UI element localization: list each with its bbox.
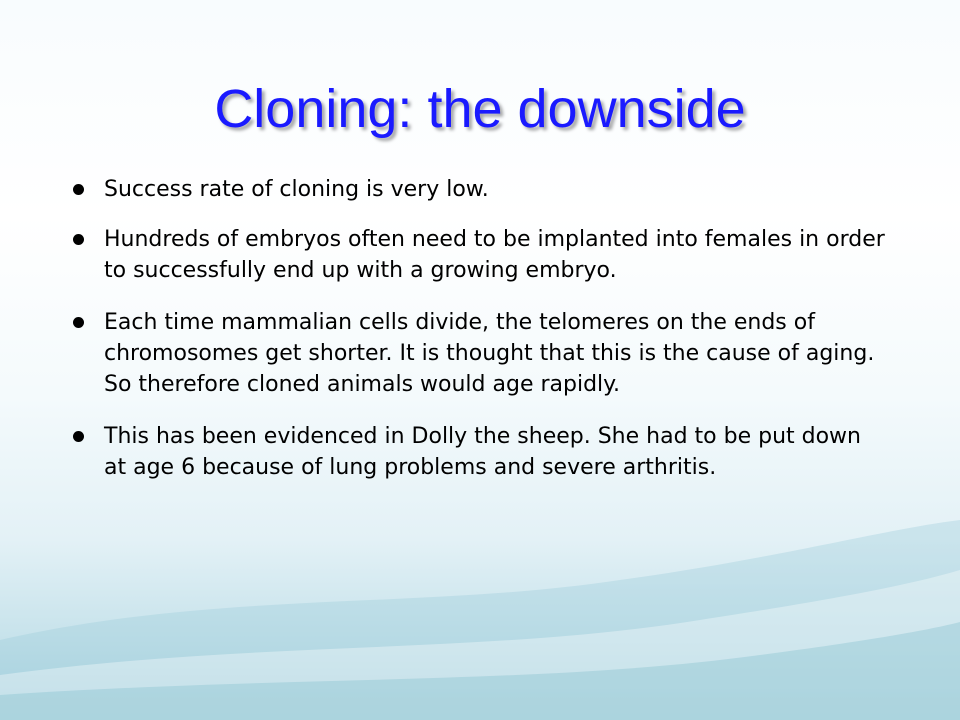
bullet-icon — [73, 234, 84, 245]
bullet-text: Success rate of cloning is very low. — [104, 177, 489, 202]
bullet-item — [70, 174, 890, 205]
slide-title: Cloning: the downside — [214, 79, 746, 139]
bullet-text: Each time mammalian cells divide, the telomeres on the ends of chromosomes get shorter. It is thought that this is the cause of aging. So therefore cloned animals would age rapidly. — [104, 310, 875, 397]
bullet-icon — [73, 184, 84, 195]
background-wave — [0, 490, 960, 720]
bullet-list — [70, 174, 890, 483]
bullet-item — [70, 421, 890, 483]
bullet-icon — [73, 317, 84, 328]
bullet-item — [70, 307, 890, 400]
bullet-text: This has been evidenced in Dolly the sheep. She had to be put down at age 6 because of lung problems and severe arthritis. — [104, 424, 861, 480]
bullet-text: Hundreds of embryos often need to be implanted into females in order to successfully end up with a growing embryo. — [104, 227, 885, 283]
bullet-icon — [73, 431, 84, 442]
bullet-item — [70, 224, 890, 286]
